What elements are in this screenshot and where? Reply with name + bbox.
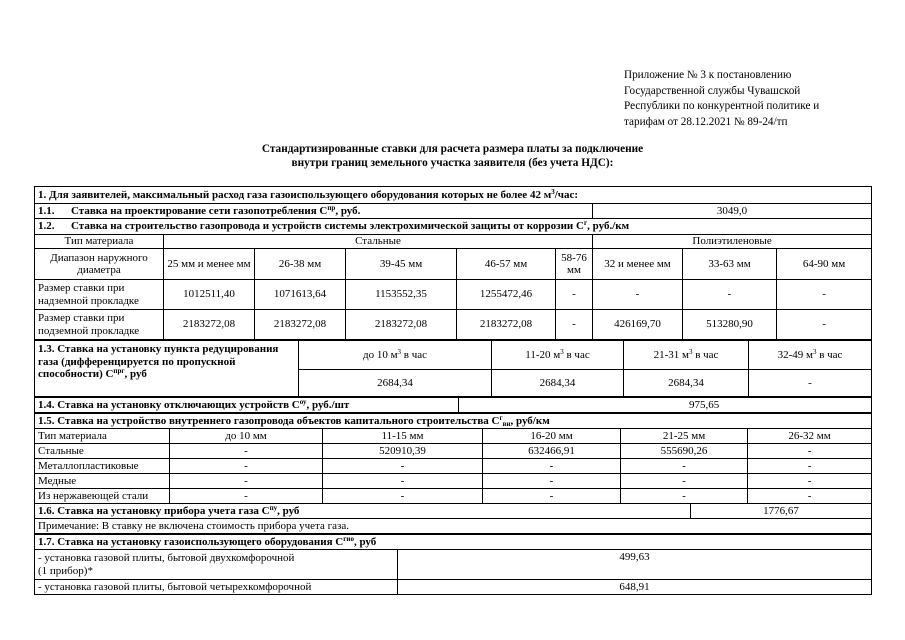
table-row — [35, 444, 872, 459]
rate-cell: - — [323, 474, 483, 489]
rate-cell: - — [323, 459, 483, 474]
title-line-1: Стандартизированные ставки для расчета размера платы за подключение — [261, 143, 644, 155]
rate-cell: - — [777, 310, 872, 340]
rate-cell: 555690,26 — [621, 444, 748, 459]
material-type-label: Тип материала — [35, 235, 164, 249]
rate-cell: - — [556, 310, 593, 340]
row-label: - установка газовой плиты, бытовой четырехкомфорочной — [35, 580, 398, 595]
rate-cell: 1071613,64 — [255, 280, 346, 310]
capacity-range: до 10 $м^3$ в час — [299, 341, 492, 370]
row-label: Размер ставки при подземной прокладке — [35, 310, 164, 340]
rate-cell: - — [593, 280, 683, 310]
diameter-cell: 25 мм и менее мм — [164, 249, 255, 280]
rate-cell: 2183272,08 — [164, 310, 255, 340]
material-type-label: Тип материала — [35, 429, 170, 444]
table-row — [35, 280, 872, 310]
rate-cell: 513280,90 — [683, 310, 777, 340]
row-label: Медные — [35, 474, 170, 489]
table-row — [35, 580, 872, 595]
section-1-2-heading: 1.2. Ставка на строительство газопровода и устройств системы электрохимической защиты от коррозии $С^г$, руб./км — [35, 219, 872, 235]
capacity-range: 11-20 $м^3$ в час — [492, 341, 624, 370]
table-row — [35, 459, 872, 474]
rate-cell: - — [483, 489, 621, 504]
rate-cell: 2183272,08 — [346, 310, 457, 340]
diameter-cell: до 10 мм — [170, 429, 323, 444]
rate-cell: - — [777, 280, 872, 310]
header-line-2: Государственной службы Чувашской — [624, 84, 801, 97]
rate-cell: 520910,39 — [323, 444, 483, 459]
section-1-5-heading: 1.5. Ставка на устройство внутреннего газопровода объектов капитального строительства $С^г_{вн}$, руб/км — [35, 414, 872, 429]
rate-cell: 1153552,35 — [346, 280, 457, 310]
section-1-4-label: 1.4. Ставка на установку отключающих устройств $С^{оу}$, руб./шт — [35, 398, 459, 413]
row-label: Стальные — [35, 444, 170, 459]
rates-table-1-5 — [34, 413, 872, 504]
section-1-6-label: 1.6. Ставка на установку прибора учета газа $С^{пу}$, руб — [35, 504, 691, 519]
diameter-range-label: Диапазон наружного диаметра — [35, 249, 164, 280]
rate-cell: - — [621, 474, 748, 489]
rate-cell: 632466,91 — [483, 444, 621, 459]
table-row — [35, 310, 872, 340]
table-row — [35, 550, 872, 580]
rate-cell: - — [748, 489, 872, 504]
row-label-line-2: (1 прибор)* — [38, 564, 93, 577]
rate-cell: - — [621, 489, 748, 504]
rate-cell: - — [170, 459, 323, 474]
rates-table-1-7 — [34, 534, 872, 595]
header-line-4: тарифам от 28.12.2021 № 89-24/тп — [624, 115, 788, 128]
header-line-3: Республики по конкурентной политике и — [624, 100, 820, 112]
rate-cell: 426169,70 — [593, 310, 683, 340]
section-1-heading: 1. Для заявителей, максимальный расход газа газоиспользующего оборудования которых не более 42 $м^3$/час: — [35, 187, 872, 204]
section-1-4-value: 975,65 — [459, 398, 872, 413]
rate-cell: - — [170, 474, 323, 489]
diameter-cell: 58-76 мм — [556, 249, 593, 280]
capacity-range: 32-49 $м^3$ в час — [749, 341, 872, 370]
rate-cell: 2684,34 — [624, 370, 749, 397]
rate-cell: 2684,34 — [492, 370, 624, 397]
rate-cell: 648,91 — [398, 580, 872, 595]
rate-cell: - — [683, 280, 777, 310]
rate-cell: - — [170, 489, 323, 504]
section-1-6-value: 1776,67 — [691, 504, 872, 519]
rate-cell: - — [556, 280, 593, 310]
rate-cell: - — [748, 459, 872, 474]
diameter-cell: 32 и менее мм — [593, 249, 683, 280]
section-1-1-value: 3049,0 — [593, 204, 872, 219]
rates-table-1-6 — [34, 503, 872, 534]
polyethylene-header: Полиэтиленовые — [593, 235, 872, 249]
rate-cell: - — [170, 444, 323, 459]
rate-cell: - — [483, 459, 621, 474]
diameter-cell: 33-63 мм — [683, 249, 777, 280]
diameter-cell: 21-25 мм — [621, 429, 748, 444]
diameter-cell: 11-15 мм — [323, 429, 483, 444]
rate-cell: 2684,34 — [299, 370, 492, 397]
header-line-1: Приложение № 3 к постановлению — [624, 69, 792, 81]
row-label-line-1: - установка газовой плиты, бытовой двухкомфорочной — [38, 552, 295, 564]
steel-header: Стальные — [164, 235, 593, 249]
title-line-2: внутри границ земельного участка заявителя (без учета НДС): — [291, 156, 614, 169]
rate-cell: - — [748, 474, 872, 489]
row-label: Из нержавеющей стали — [35, 489, 170, 504]
rate-cell: - — [749, 370, 872, 397]
document-title — [0, 143, 905, 170]
diameter-cell: 39-45 мм — [346, 249, 457, 280]
rates-table-1-2 — [34, 186, 872, 340]
row-label: Размер ставки при надземной прокладке — [35, 280, 164, 310]
diameter-cell: 46-57 мм — [457, 249, 556, 280]
rate-cell: - — [483, 474, 621, 489]
rate-cell: 2183272,08 — [255, 310, 346, 340]
capacity-range: 21-31 $м^3$ в час — [624, 341, 749, 370]
rate-cell: - — [748, 444, 872, 459]
rate-cell: - — [323, 489, 483, 504]
diameter-cell: 26-32 мм — [748, 429, 872, 444]
section-1-1-label: 1.1. Ставка на проектирование сети газопотребления $С^{пр}$, руб. — [35, 204, 593, 219]
diameter-cell: 64-90 мм — [777, 249, 872, 280]
row-label — [35, 550, 398, 580]
rate-cell: - — [621, 459, 748, 474]
section-1-6-note: Примечание: В ставку не включена стоимость прибора учета газа. — [35, 519, 872, 534]
section-1-3-label: 1.3. Ставка на установку пункта редуцирования газа (дифференцируется по пропускной способности) $С^{прг}$, руб — [35, 341, 299, 397]
rate-cell: 1012511,40 — [164, 280, 255, 310]
rate-cell: 2183272,08 — [457, 310, 556, 340]
diameter-cell: 26-38 мм — [255, 249, 346, 280]
document-header — [624, 68, 819, 130]
diameter-cell: 16-20 мм — [483, 429, 621, 444]
table-row — [35, 474, 872, 489]
row-label: Металлопластиковые — [35, 459, 170, 474]
section-1-7-heading: 1.7. Ставка на установку газоиспользующего оборудования $С^{гио}$, руб — [35, 535, 872, 550]
rates-table-1-3 — [34, 340, 872, 397]
rate-cell: 1255472,46 — [457, 280, 556, 310]
rate-cell: 499,63 — [398, 550, 872, 580]
rates-table-1-4 — [34, 397, 872, 413]
table-row — [35, 489, 872, 504]
